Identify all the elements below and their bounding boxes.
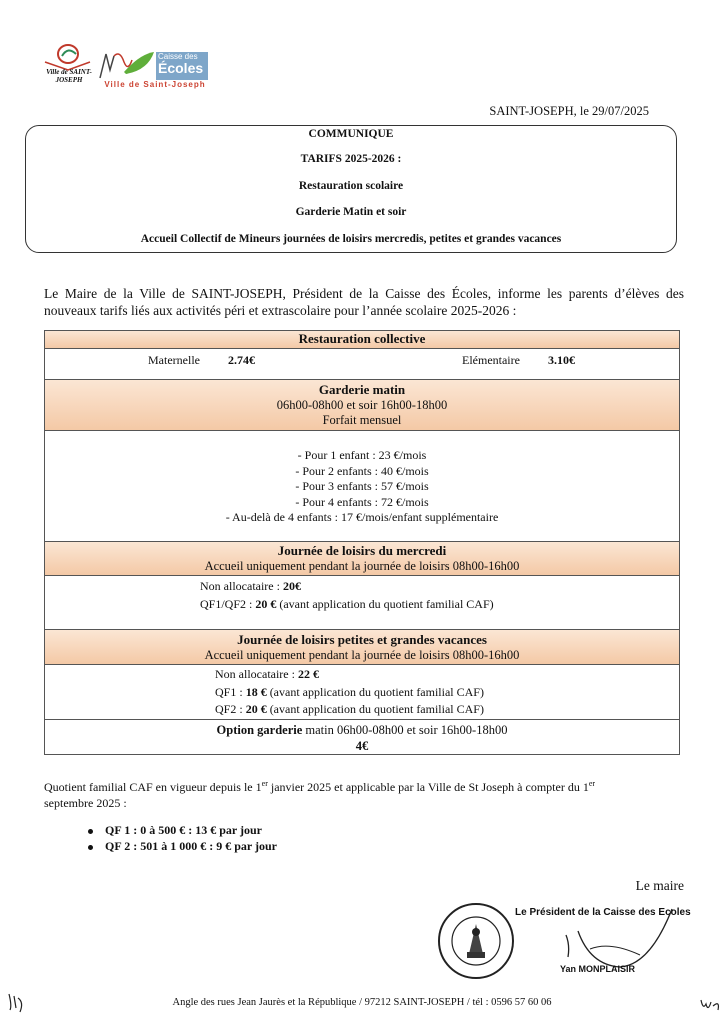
option-garderie-line (45, 722, 679, 738)
mercredi-header (45, 542, 679, 576)
communique-item-accueil: Accueil Collectif de Mineurs journées de loisirs mercredis, petites et grandes vacances (140, 233, 562, 245)
garderie-title: Garderie matin (318, 382, 406, 397)
caisse-logo-line1: Caisse des (158, 52, 198, 61)
quotient-sup-1: er (261, 779, 268, 788)
communique-box (25, 125, 677, 253)
garderie-line: - Pour 4 enfants : 72 €/mois (295, 494, 429, 509)
mercredi-qf-value: 20 € (255, 597, 277, 611)
footer-address: Angle des rues Jean Jaurès et la République / 97212 SAINT-JOSEPH / tél : 0596 57 60 06 (172, 997, 552, 1008)
ville-logo (40, 42, 95, 87)
communique-item-garderie: Garderie Matin et soir (295, 206, 407, 218)
mercredi-non-alloc-label: Non allocataire : (200, 579, 283, 593)
list-item (88, 838, 277, 854)
option-garderie-row (45, 720, 679, 754)
maternelle-price: 2.74€ (228, 353, 255, 367)
intro-paragraph: Le Maire de la Ville de SAINT-JOSEPH, Président de la Caisse des Écoles, informe les parents d’élèves des nouveaux tarifs liés aux activités péri et extrascolaire pour l’année scolaire 2025-2026 : (44, 286, 684, 318)
maire-label: Le maire (635, 878, 684, 893)
garderie-line: - Pour 2 enfants : 40 €/mois (295, 463, 429, 478)
vacances-qf2-note: (avant application du quotient familial CAF) (266, 702, 484, 716)
president-label: Le Président de la Caisse des Ecoles (515, 907, 691, 918)
elementaire-label: Elémentaire (462, 353, 520, 367)
tarif-table (44, 330, 680, 755)
elementaire-price: 3.10€ (548, 353, 575, 367)
bullet-icon (88, 845, 93, 850)
signatory-name: Yan MONPLAISIR (560, 964, 636, 974)
qf2-text: QF 2 : 501 à 1 000 € : 9 € par jour (105, 839, 277, 853)
bullet-icon (88, 829, 93, 834)
caisse-des-ecoles-logo (96, 44, 216, 89)
qf1-text: QF 1 : 0 à 500 € : 13 € par jour (105, 823, 262, 837)
restauration-header (45, 331, 679, 349)
list-item (88, 822, 277, 838)
caisse-logo-subtitle: Ville de Saint-Joseph (104, 80, 206, 89)
quotient-paragraph (44, 776, 684, 811)
maternelle-label: Maternelle (148, 353, 200, 367)
quotient-text-1: Quotient familial CAF en vigueur depuis le 1 (44, 780, 262, 794)
mercredi-sub: Accueil uniquement pendant la journée de loisirs 08h00-16h00 (204, 559, 520, 573)
option-garderie-label: Option garderie (216, 723, 303, 737)
restauration-title: Restauration collective (298, 331, 426, 346)
vacances-qf1-value: 18 € (245, 685, 267, 699)
vacances-non-alloc-label: Non allocataire : (215, 667, 298, 681)
vacances-non-alloc-value: 22 € (297, 667, 319, 681)
mercredi-tarifs (45, 576, 679, 630)
vacances-qf2-label: QF2 : (215, 702, 246, 716)
vacances-tarifs (45, 665, 679, 720)
option-garderie-price: 4€ (355, 739, 369, 753)
vacances-qf1 (215, 685, 484, 700)
garderie-line: - Pour 1 enfant : 23 €/mois (297, 448, 427, 462)
garderie-hours: 06h00-08h00 et soir 16h00-18h00 (276, 398, 448, 412)
quotient-text-3: septembre 2025 : (44, 796, 127, 810)
garderie-line: - Au-delà de 4 enfants : 17 €/mois/enfant supplémentaire (225, 510, 499, 524)
option-garderie-hours: matin 06h00-08h00 et soir 16h00-18h00 (302, 723, 508, 737)
mercredi-non-alloc (200, 579, 301, 594)
commune-stamp-icon (437, 902, 515, 980)
mercredi-qf-label: QF1/QF2 : (200, 597, 256, 611)
garderie-forfait: Forfait mensuel (322, 413, 402, 427)
qf-list (88, 822, 277, 854)
caisse-logo-line2: Écoles (158, 60, 204, 76)
date-line: SAINT-JOSEPH, le 29/07/2025 (489, 104, 649, 118)
communique-item-restauration: Restauration scolaire (298, 180, 404, 192)
garderie-header (45, 380, 679, 431)
communique-subtitle: TARIFS 2025-2026 : (300, 153, 402, 165)
mercredi-qf-note: (avant application du quotient familial CAF) (276, 597, 494, 611)
vacances-qf1-label: QF1 : (215, 685, 246, 699)
restauration-prices-row (45, 349, 679, 380)
caisse-logo-box (156, 52, 208, 80)
mercredi-qf (200, 597, 494, 612)
vacances-qf2-value: 20 € (245, 702, 267, 716)
vacances-qf2 (215, 702, 484, 717)
mercredi-non-alloc-value: 20€ (282, 579, 301, 593)
quotient-sup-2: er (588, 779, 596, 788)
vacances-non-alloc (215, 667, 319, 682)
ville-logo-text: Ville de SAINT-JOSEPH (46, 68, 92, 84)
vacances-title: Journée de loisirs petites et grandes vacances (237, 632, 487, 647)
vacances-sub: Accueil uniquement pendant la journée de loisirs 08h00-16h00 (204, 648, 520, 662)
communique-title: COMMUNIQUE (308, 128, 394, 140)
garderie-line: - Pour 3 enfants : 57 €/mois (295, 479, 429, 493)
vacances-qf1-note: (avant application du quotient familial CAF) (266, 685, 484, 699)
vacances-header (45, 630, 679, 665)
mercredi-title: Journée de loisirs du mercredi (277, 543, 447, 558)
garderie-tarifs (45, 431, 679, 542)
quotient-text-2: janvier 2025 et applicable par la Ville de St Joseph à compter du 1 (267, 780, 589, 794)
